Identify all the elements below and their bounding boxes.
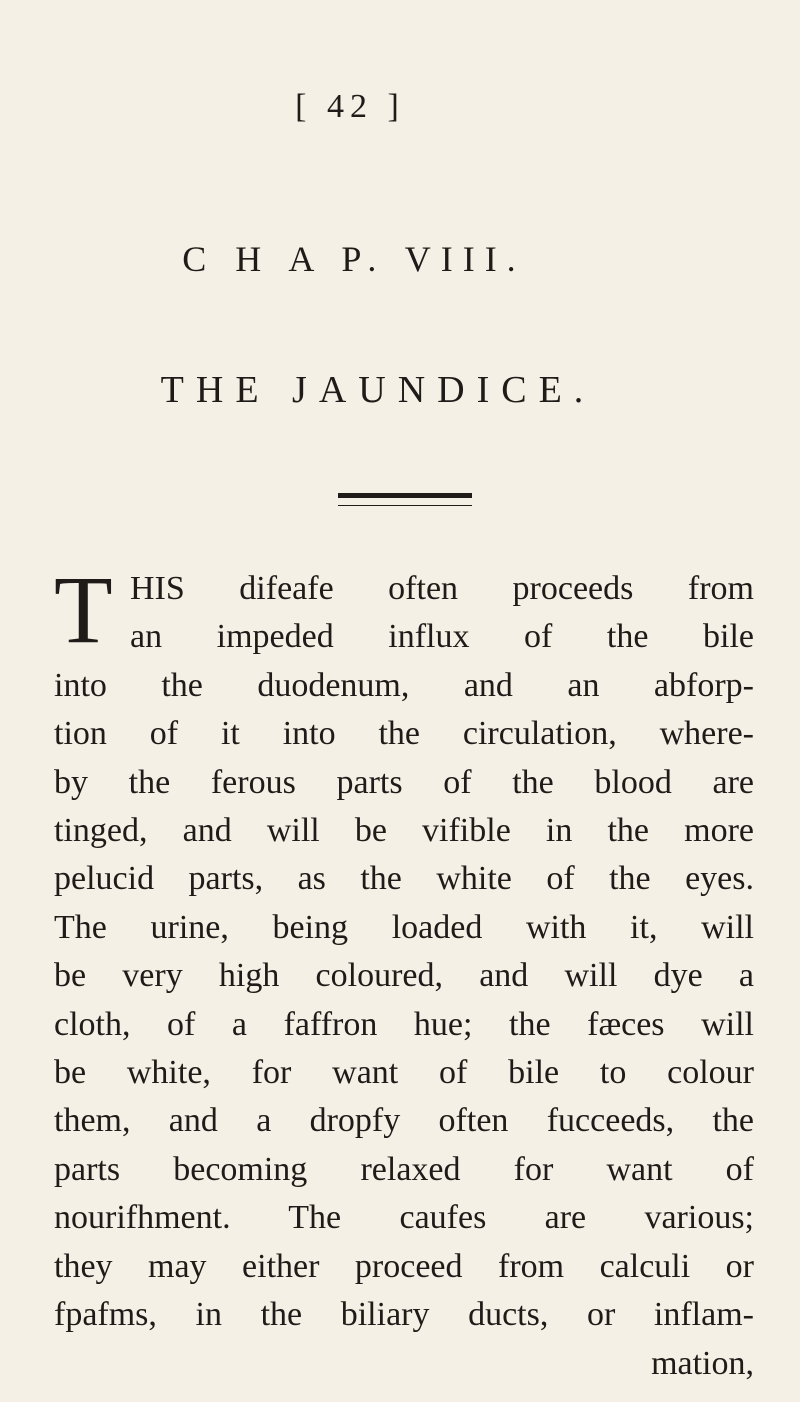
text-line: them, and a dropfy often fucceeds, the — [54, 1102, 754, 1140]
text-line: be very high coloured, and will dye a — [54, 957, 754, 995]
text-line: tion of it into the circulation, where- — [54, 715, 754, 753]
text-line: they may either proceed from calculi or — [54, 1247, 754, 1285]
text-line: fpafms, in the biliary ducts, or inflam- — [54, 1296, 754, 1334]
text-line: an impeded influx of the bile — [130, 618, 754, 656]
text-line: nourifhment. The caufes are various; — [54, 1199, 754, 1237]
body-paragraph — [54, 565, 754, 1388]
text-line: into the duodenum, and an abforp- — [54, 666, 754, 704]
drop-cap: T — [54, 556, 113, 663]
text-line: be white, for want of bile to colour — [54, 1054, 754, 1092]
text-line: mation, — [651, 1344, 754, 1382]
page-number: [ 42 ] — [295, 88, 405, 125]
chapter-title: THE JAUNDICE. — [160, 369, 596, 411]
text-line: parts becoming relaxed for want of — [54, 1150, 754, 1188]
ornamental-rule-thin — [338, 505, 472, 506]
text-line: HIS difeafe often proceeds from — [130, 570, 754, 607]
text-line: by the ferous parts of the blood are — [54, 763, 754, 801]
text-line: The urine, being loaded with it, will — [54, 908, 754, 946]
ornamental-rule-thick — [338, 493, 472, 498]
text-line: cloth, of a faffron hue; the fæces will — [54, 1005, 754, 1043]
chapter-heading: C H A P. VIII. — [182, 239, 526, 279]
text-line: tinged, and will be vifible in the more — [54, 812, 754, 850]
text-line: pelucid parts, as the white of the eyes. — [54, 860, 754, 898]
